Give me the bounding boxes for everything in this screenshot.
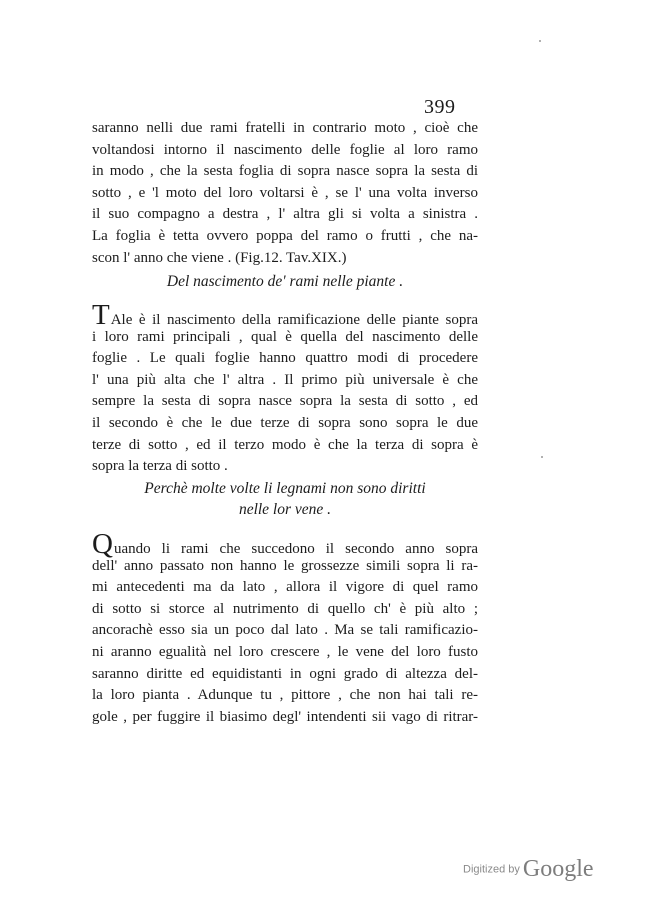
text-line: l' una più alta che l' altra . Il primo più universale è che	[92, 371, 478, 388]
paragraph-1	[92, 118, 478, 269]
watermark-digitized-text: Digitized by	[463, 863, 520, 876]
paragraph-3	[92, 528, 478, 728]
text-line: sopra la terza di sotto .	[92, 458, 228, 475]
text-line: gole , per fuggire il biasimo degl' intendenti sii vago di ritrar-	[92, 708, 478, 725]
text-line-with-dropcap	[92, 299, 478, 331]
text-line: scon l' anno che viene . (Fig.12. Tav.XIX.)	[92, 249, 347, 266]
text-line: ni aranno egualità nel loro crescere , le vene del loro fusto	[92, 643, 478, 660]
text-line-rest: Ale è il nascimento della ramificazione delle piante sopra	[110, 312, 478, 328]
text-line: la loro pianta . Adunque tu , pittore , che non hai tali re-	[92, 687, 478, 704]
drop-cap: Q	[92, 528, 113, 560]
text-line-rest: uando li rami che succedono il secondo anno sopra	[113, 541, 478, 557]
paragraph-2	[92, 299, 478, 478]
section-heading: Del nascimento de' rami nelle piante .	[166, 273, 404, 290]
text-line: saranno nelli due rami fratelli in contrario moto , cioè che	[92, 120, 478, 136]
text-line: La foglia è tetta ovvero poppa del ramo o frutti , che na-	[92, 227, 478, 244]
text-line: di sotto si storce al nutrimento di quello ch' è più alto ;	[92, 600, 478, 617]
google-logo: Google	[522, 856, 594, 882]
drop-cap: T	[92, 299, 110, 331]
heading-line: Perchè molte volte li legnami non sono diritti	[144, 480, 426, 497]
text-line: sempre la sesta di sopra nasce sopra la sesta di sotto , ed	[92, 393, 478, 410]
text-line: mi antecedenti ma da lato , allora il vigore di quel ramo	[92, 579, 478, 596]
heading-line: nelle lor vene .	[238, 501, 332, 518]
scan-speck	[541, 456, 543, 458]
text-line-with-dropcap	[92, 528, 478, 560]
text-line: il secondo è che le due terze di sopra sono sopra le due	[92, 414, 478, 431]
text-line: dell' anno passato non hanno le grossezze simili sopra li ra-	[92, 557, 478, 574]
page-number: 399	[424, 96, 456, 118]
text-line: il suo compagno a destra , l' altra gli si volta a sinistra .	[92, 206, 478, 223]
text-line: voltandosi intorno il nascimento delle foglie al loro ramo	[92, 141, 478, 158]
digitized-by-google-watermark	[463, 856, 594, 883]
scan-speck	[539, 40, 541, 42]
text-line: in modo , che la sesta foglia di sopra nasce sopra la sesta di	[92, 163, 478, 180]
text-line: saranno diritte ed equidistanti in ogni grado di altezza del-	[92, 665, 478, 682]
text-line: foglie . Le quali foglie hanno quattro modi di procedere	[92, 350, 478, 367]
text-line: sotto , e 'l moto del loro voltarsi è , se l' una volta inverso	[92, 184, 478, 201]
section-heading	[92, 478, 478, 520]
text-line: i loro rami principali , qual è quella del nascimento delle	[92, 328, 478, 345]
text-line: terze di sotto , ed il terzo modo è che la terza di sopra è	[92, 436, 478, 453]
text-line: ancorachè esso sia un poco dal lato . Ma se tali ramificazio-	[92, 622, 478, 639]
